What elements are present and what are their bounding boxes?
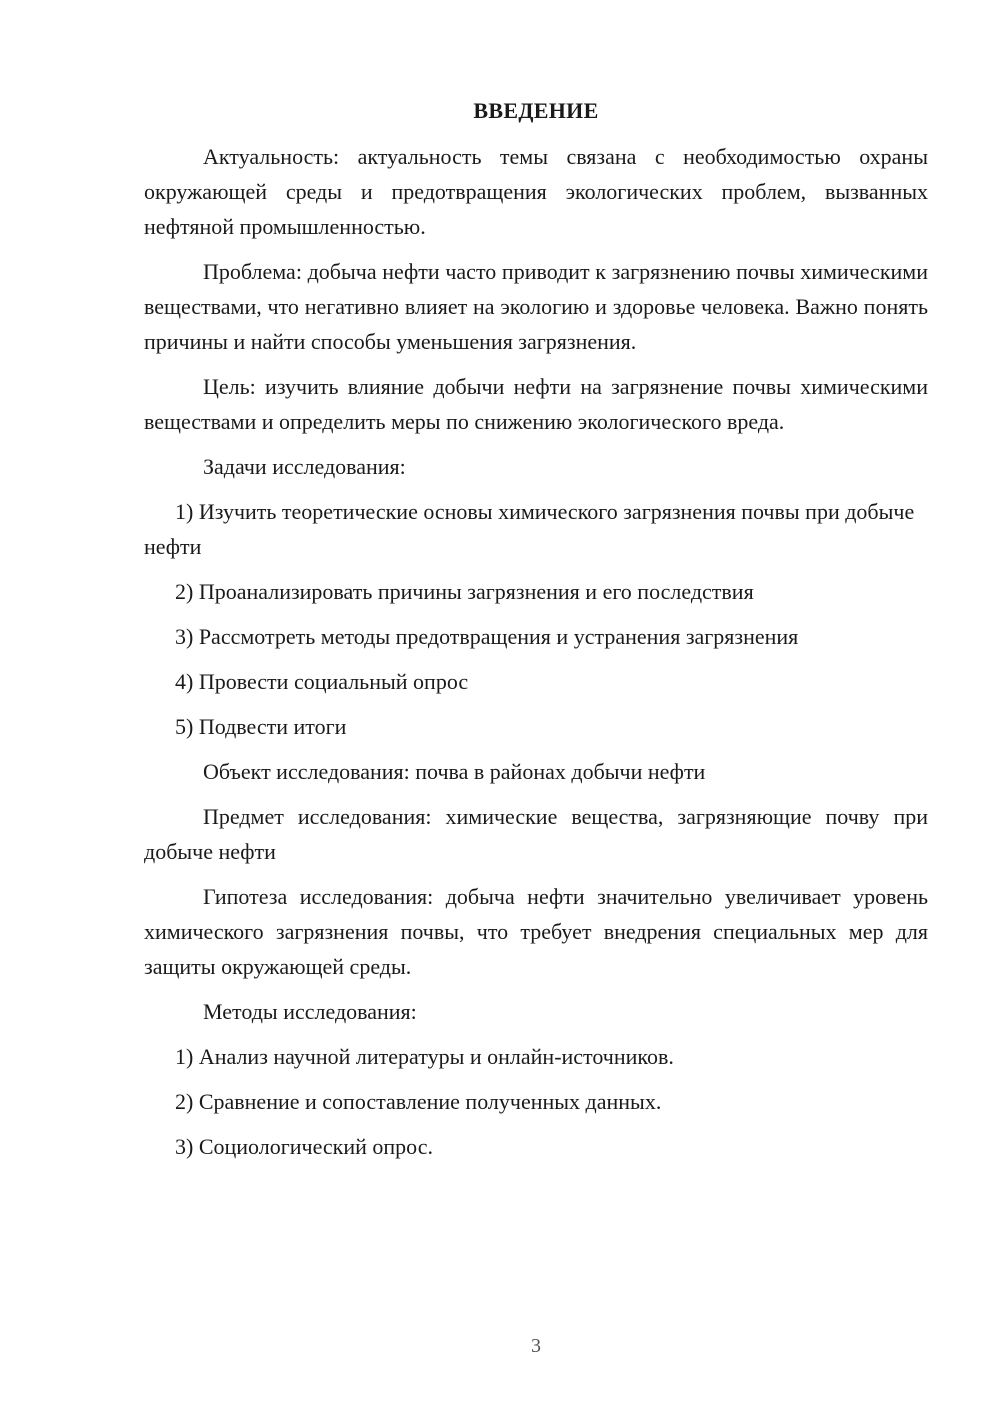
list-item: 3) Социологический опрос. xyxy=(175,1134,433,1159)
list-item: 2) Сравнение и сопоставление полученных данных. xyxy=(175,1089,662,1114)
list-item: 2) Проанализировать причины загрязнения и его последствия xyxy=(175,579,754,604)
tasks-list xyxy=(144,494,928,744)
paragraph-problem: Проблема: добыча нефти часто приводит к загрязнению почвы химическими веществами, что негативно влияет на экологию и здоровье человека. Важно понять причины и найти способы уменьшения загрязнения. xyxy=(144,259,928,354)
list-item: 5) Подвести итоги xyxy=(175,714,347,739)
list-item: 3) Рассмотреть методы предотвращения и устранения загрязнения xyxy=(175,624,799,649)
paragraph-subject: Предмет исследования: химические вещества, загрязняющие почву при добыче нефти xyxy=(144,804,928,864)
methods-heading: Методы исследования: xyxy=(203,999,417,1024)
list-item: 1) Анализ научной литературы и онлайн-источников. xyxy=(175,1044,674,1069)
list-item: 4) Провести социальный опрос xyxy=(175,669,469,694)
paragraph-goal: Цель: изучить влияние добычи нефти на загрязнение почвы химическими веществами и определить меры по снижению экологического вреда. xyxy=(144,374,928,434)
paragraph-relevance: Актуальность: актуальность темы связана с необходимостью охраны окружающей среды и предотвращения экологических проблем, вызванных нефтяной промышленностью. xyxy=(144,144,928,239)
page-number: 3 xyxy=(531,1335,541,1357)
list-item: 1) Изучить теоретические основы химического загрязнения почвы при добыче нефти xyxy=(144,499,915,559)
methods-list xyxy=(144,1039,928,1164)
paragraph-object: Объект исследования: почва в районах добычи нефти xyxy=(203,759,706,784)
tasks-heading: Задачи исследования: xyxy=(203,454,406,479)
page-title: ВВЕДЕНИЕ xyxy=(473,98,599,123)
paragraph-hypothesis: Гипотеза исследования: добыча нефти значительно увеличивает уровень химического загрязнения почвы, что требует внедрения специальных мер для защиты окружающей среды. xyxy=(144,884,928,979)
page-content xyxy=(144,92,928,1174)
